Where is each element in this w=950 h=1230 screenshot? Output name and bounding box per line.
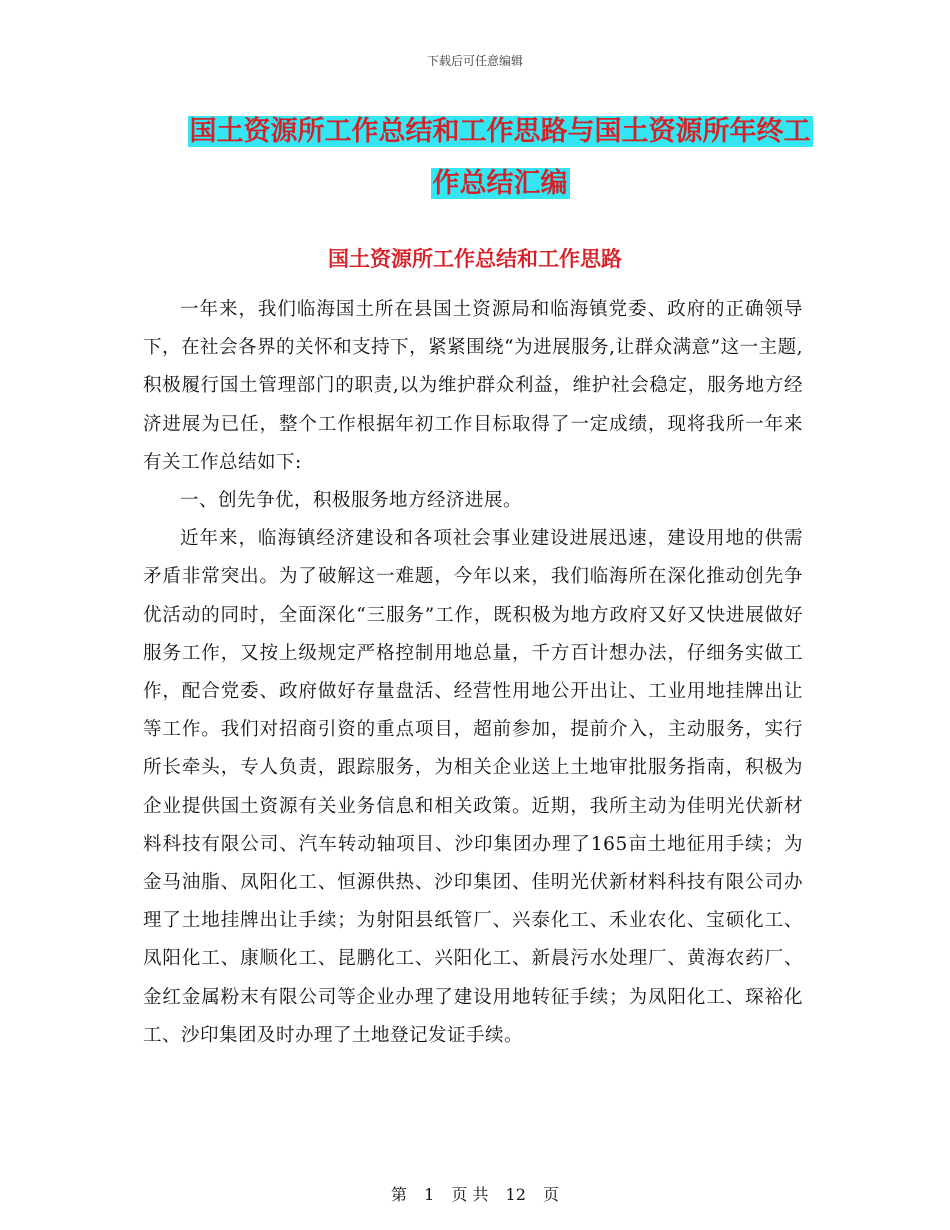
paragraph: 一年来，我们临海国土所在县国土资源局和临海镇党委、政府的正确领导下，在社会各界的关怀和支持下，紧紧围绕“为进展服务,让群众满意”这一主题,积极履行国土管理部门的职责,以为维护群众利益，维护社会稳定，服务地方经济进展为已任，整个工作根据年初工作目标取得了一定成绩，现将我所一年来有关工作总结如下: bbox=[143, 299, 803, 473]
document-title bbox=[160, 106, 840, 210]
page-footer bbox=[0, 1182, 950, 1205]
footer-prefix: 第 bbox=[390, 1185, 407, 1204]
page-number: 1 bbox=[424, 1185, 435, 1204]
footer-middle: 页 共 bbox=[451, 1185, 489, 1204]
total-pages: 12 bbox=[505, 1185, 526, 1204]
header-note: 下载后可任意编辑 bbox=[426, 54, 523, 68]
paragraph: 近年来，临海镇经济建设和各项社会事业建设进展迅速，建设用地的供需矛盾非常突出。为了破解这一难题，今年以来，我们临海所在深化推动创先争优活动的同时，全面深化“三服务”工作，既积极为地方政府又好又快进展做好服务工作，又按上级规定严格控制用地总量，千方百计想办法，仔细务实做工作，配合党委、政府做好存量盘活、经营性用地公开出让、工业用地挂牌出让等工作。我们对招商引资的重点项目，超前参加，提前介入，主动服务，实行所长牵头，专人负责，跟踪服务，为相关企业送上土地审批服务指南，积极为企业提供国土资源有关业务信息和相关政策。近期，我所主动为佳明光伏新材料科技有限公司、汽车转动轴项目、沙印集团办理了165亩土地征用手续；为金马油脂、凤阳化工、恒源供热、沙印集团、佳明光伏新材料科技有限公司办理了土地挂牌出让手续；为射阳县纸管厂、兴泰化工、禾业农化、宝硕化工、凤阳化工、康顺化工、昆鹏化工、兴阳化工、新晨污水处理厂、黄海农药厂、金红金属粉末有限公司等企业办理了建设用地转征手续；为凤阳化工、琛裕化工、沙印集团及时办理了土地登记发证手续。 bbox=[143, 528, 803, 1046]
title-line-2: 作总结汇编 bbox=[432, 168, 568, 199]
section-title: 国土资源所工作总结和工作思路 bbox=[328, 247, 622, 271]
paragraph: 一、创先争优，积极服务地方经济进展。 bbox=[180, 490, 523, 512]
footer-suffix: 页 bbox=[543, 1185, 560, 1204]
body-text bbox=[143, 291, 803, 1055]
title-line-1: 国土资源所工作总结和工作思路与国土资源所年终工 bbox=[189, 116, 811, 147]
